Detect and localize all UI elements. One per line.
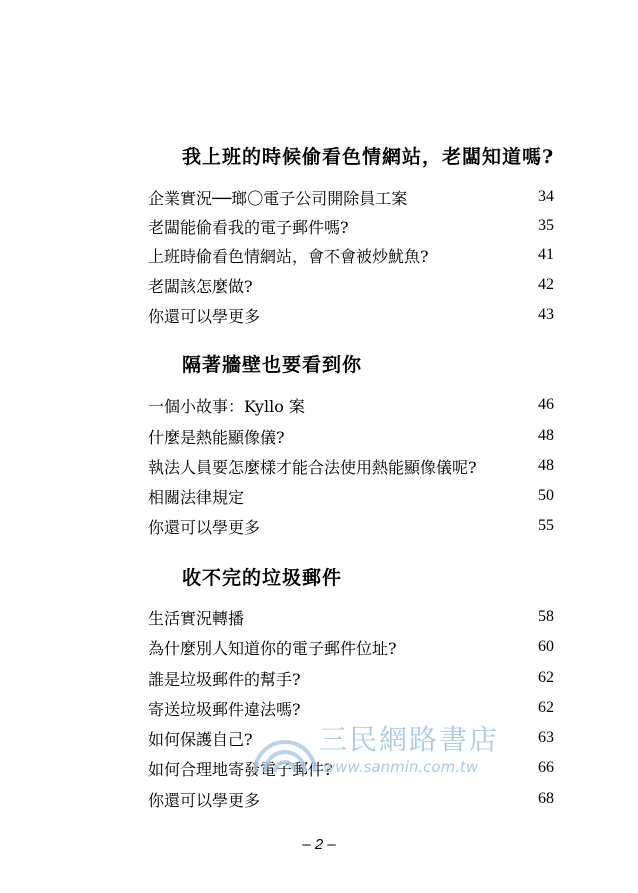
toc-entry[interactable] (148, 726, 554, 750)
toc-entry[interactable] (148, 666, 554, 690)
toc-entry-title: 老闆該怎麼做? (148, 276, 253, 296)
toc-entry[interactable] (148, 787, 554, 811)
toc-entry-title: 上班時偷看色情網站，會不會被炒魷魚? (148, 246, 429, 266)
toc-entry[interactable] (148, 605, 554, 629)
toc-entry-title: 如何保護自己? (148, 729, 253, 749)
watermark-logo-icon (245, 712, 325, 792)
toc-entry-title: 你還可以學更多 (148, 306, 261, 326)
toc-page-number: 62 (538, 699, 554, 716)
section-title-2: 隔著牆壁也要看到你 (182, 354, 363, 376)
toc-entry-title: 執法人員要怎麼樣才能合法使用熱能顯像儀呢? (148, 457, 477, 477)
toc-entry[interactable] (148, 484, 554, 508)
toc-entry[interactable] (148, 303, 554, 327)
toc-entry-title: 企業實況──瑯〇電子公司開除員工案 (148, 188, 408, 208)
toc-page-number: 35 (538, 217, 554, 234)
toc-entry-title: 老闆能偷看我的電子郵件嗎? (148, 217, 349, 237)
toc-page-number: 58 (538, 608, 554, 625)
toc-page-number: 66 (538, 759, 554, 776)
toc-entry-title: 一個小故事：Kyllo 案 (148, 396, 305, 416)
toc-page-number: 68 (538, 790, 554, 807)
toc-page-number: 50 (538, 487, 554, 504)
toc-page-number: 41 (538, 246, 554, 263)
toc-page-number: 34 (538, 188, 554, 205)
toc-page-number: 43 (538, 306, 554, 323)
page-number: – 2 – (302, 836, 336, 853)
toc-page-number: 48 (538, 457, 554, 474)
toc-entry[interactable] (148, 214, 554, 238)
toc-entry[interactable] (148, 454, 554, 478)
toc-entry-title: 你還可以學更多 (148, 517, 261, 537)
toc-entry[interactable] (148, 273, 554, 297)
toc-entry[interactable] (148, 185, 554, 209)
toc-entry[interactable] (148, 635, 554, 659)
toc-entry-title: 如何合理地寄發電子郵件? (148, 759, 333, 779)
toc-entry-title: 什麼是熱能顯像儀? (148, 427, 285, 447)
watermark (245, 712, 500, 792)
toc-page-number: 62 (538, 669, 554, 686)
section-title-1: 我上班的時候偷看色情網站，老闆知道嗎? (182, 146, 555, 168)
toc-entry-title: 寄送垃圾郵件違法嗎? (148, 699, 301, 719)
toc-entry[interactable] (148, 696, 554, 720)
toc-entry-title: 生活實況轉播 (148, 608, 245, 628)
watermark-url: www.sanmin.com.tw (323, 758, 479, 776)
toc-entry[interactable] (148, 424, 554, 448)
toc-entry-title: 相關法律規定 (148, 487, 245, 507)
toc-entry-title: 為什麼別人知道你的電子郵件位址? (148, 638, 397, 658)
toc-page-number: 48 (538, 427, 554, 444)
toc-page-number: 63 (538, 729, 554, 746)
watermark-text: 三民網路書店 (319, 723, 500, 756)
section-title-3: 收不完的垃圾郵件 (182, 567, 343, 589)
toc-entry[interactable] (148, 514, 554, 538)
toc-entry[interactable] (148, 756, 554, 780)
toc-page-number: 55 (538, 517, 554, 534)
toc-entry[interactable] (148, 393, 554, 417)
toc-entry[interactable] (148, 243, 554, 267)
toc-entry-title: 你還可以學更多 (148, 790, 261, 810)
toc-page-number: 46 (538, 396, 554, 413)
toc-page-number: 42 (538, 276, 554, 293)
toc-entry-title: 誰是垃圾郵件的幫手? (148, 669, 301, 689)
toc-page-number: 60 (538, 638, 554, 655)
